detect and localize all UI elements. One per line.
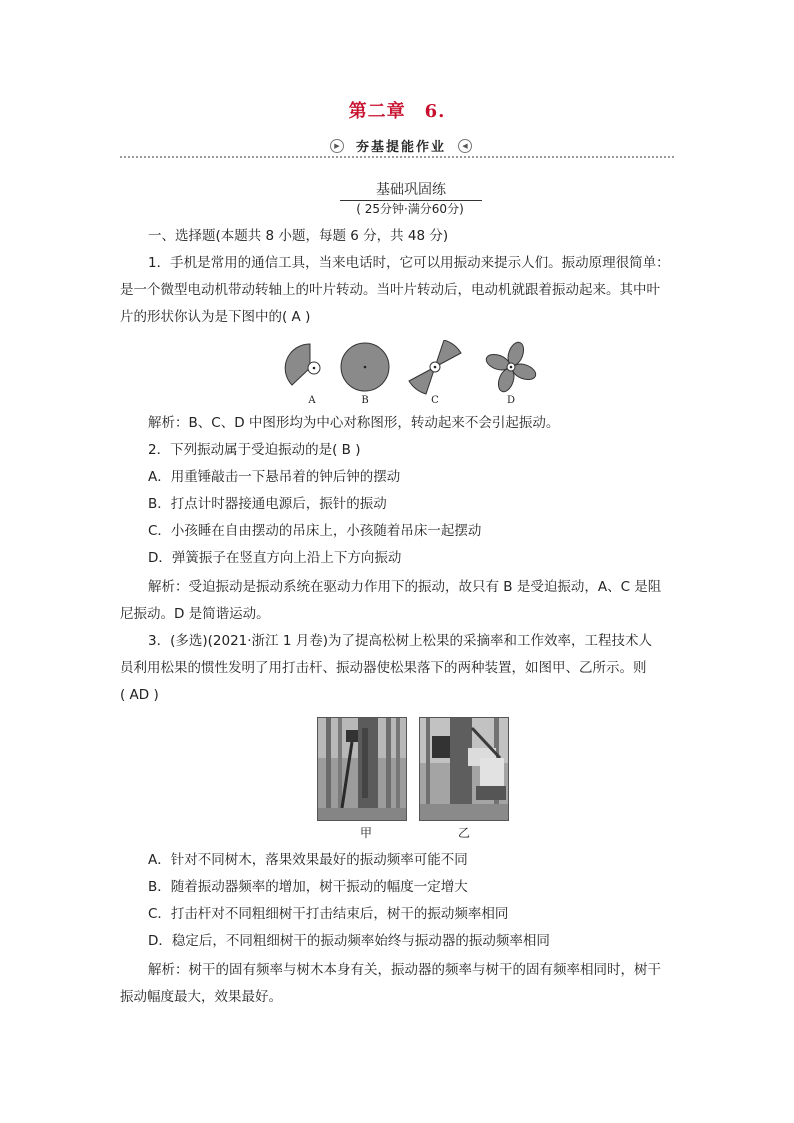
blade-shapes-svg bbox=[278, 340, 548, 396]
shape-c-axle bbox=[434, 366, 437, 369]
question-1-text-end: 片的形状你认为是下图中的( A ) bbox=[120, 309, 311, 325]
option-3d: D．稳定后，不同粗细树干的振动频率始终与振动器的振动频率相同 bbox=[148, 933, 550, 949]
photo-jia bbox=[317, 717, 407, 821]
option-3b: B．随着振动器频率的增加，树干振动的幅度一定增大 bbox=[148, 879, 468, 895]
shape-a-axle bbox=[313, 367, 316, 370]
shape-d bbox=[484, 340, 538, 394]
arrow-right-icon: ▶ bbox=[330, 139, 344, 153]
question-2-text: 2．下列振动属于受迫振动的是( B ) bbox=[148, 442, 361, 458]
analysis-2: 解析：受迫振动是振动系统在驱动力作用下的振动，故只有 B 是受迫振动，A、C 是阻 bbox=[148, 579, 662, 595]
option-2b: B．打点计时器接通电源后，振针的振动 bbox=[148, 496, 387, 512]
page-title: 第二章 6. bbox=[348, 101, 446, 122]
question-3-text-cont: 员利用松果的惯性发明了用打击杆、振动器使松果落下的两种装置，如图甲、乙所示。则 bbox=[120, 660, 647, 676]
shape-c-blade-1 bbox=[435, 340, 461, 367]
question-3-answer: ( AD ) bbox=[120, 687, 159, 703]
caption-d: D bbox=[506, 395, 516, 406]
shape-b-axle bbox=[364, 366, 367, 369]
section-subheading: ( 25分钟·满分60分) bbox=[356, 202, 464, 216]
caption-b: B bbox=[361, 395, 369, 406]
blade-shapes-figure bbox=[278, 340, 548, 408]
analysis-2-cont: 尼振动。D 是简谐运动。 bbox=[120, 606, 270, 622]
option-2d: D．弹簧振子在竖直方向上沿上下方向振动 bbox=[148, 550, 402, 566]
option-3c: C．打击杆对不同粗细树干打击结束后，树干的振动频率相同 bbox=[148, 906, 509, 922]
section-banner bbox=[120, 136, 674, 158]
caption-a: A bbox=[308, 395, 316, 406]
arrow-left-icon: ◀ bbox=[458, 139, 472, 153]
dotted-divider bbox=[120, 156, 674, 158]
shape-c-blade-2 bbox=[409, 367, 435, 394]
caption-jia: 甲 bbox=[359, 826, 372, 840]
photo-yi bbox=[419, 717, 509, 821]
option-2c: C．小孩睡在自由摆动的吊床上，小孩随着吊床一起摆动 bbox=[148, 523, 482, 539]
analysis-3-cont: 振动幅度最大，效果最好。 bbox=[120, 989, 282, 1005]
option-2a: A．用重锤敲击一下悬吊着的钟后钟的摆动 bbox=[148, 469, 401, 485]
question-1-text-cont: 是一个微型电动机带动转轴上的叶片转动。当叶片转动后，电动机就跟着振动起来。其中叶 bbox=[120, 282, 660, 298]
question-1-text: 1．手机是常用的通信工具，当来电话时，它可以用振动来提示人们。振动原理很简单： bbox=[148, 255, 670, 271]
section-heading: 基础巩固练 bbox=[340, 179, 482, 201]
analysis-1: 解析：B、C、D 中图形均为中心对称图形，转动起来不会引起振动。 bbox=[148, 415, 560, 431]
question-3-text: 3．(多选)(2021·浙江 1 月卷)为了提高松树上松果的采摘率和工作效率，工程技术人 bbox=[148, 633, 652, 649]
question-section-header: 一、选择题(本题共 8 小题，每题 6 分，共 48 分) bbox=[148, 228, 449, 244]
option-3a: A．针对不同树木，落果效果最好的振动频率可能不同 bbox=[148, 852, 468, 868]
analysis-3: 解析：树干的固有频率与树木本身有关，振动器的频率与树干的固有频率相同时，树干 bbox=[148, 962, 661, 978]
banner-label-box bbox=[328, 136, 474, 156]
banner-label: 夯基提能作业 bbox=[355, 140, 446, 155]
shape-a bbox=[285, 344, 310, 385]
caption-c: C bbox=[431, 395, 439, 406]
caption-yi: 乙 bbox=[457, 826, 470, 840]
